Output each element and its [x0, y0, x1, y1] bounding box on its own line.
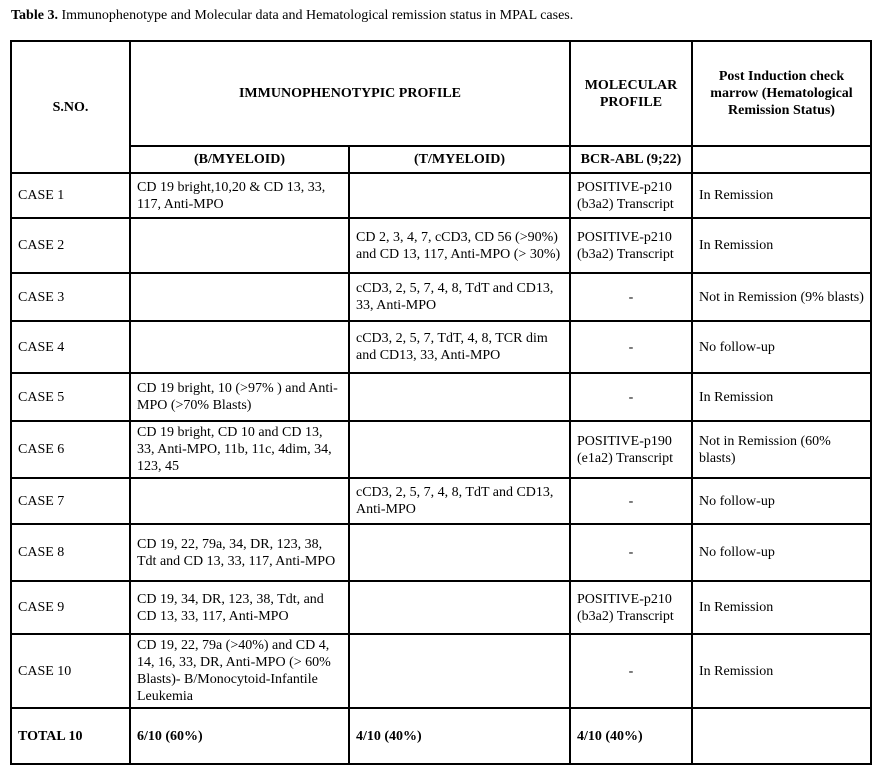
header-immuno: IMMUNOPHENOTYPIC PROFILE: [130, 41, 570, 146]
molecular-cell: -: [570, 273, 692, 321]
table-row: [11, 634, 871, 708]
table-row: [11, 581, 871, 634]
b-myeloid-cell: CD 19, 34, DR, 123, 38, Tdt, and CD 13, 33, 117, Anti-MPO: [130, 581, 349, 634]
table-row: [11, 524, 871, 581]
b-myeloid-cell: [130, 321, 349, 373]
header-molecular: MOLECULAR PROFILE: [570, 41, 692, 146]
total-b: 6/10 (60%): [130, 708, 349, 764]
molecular-cell: -: [570, 321, 692, 373]
b-myeloid-cell: CD 19 bright, 10 (>97% ) and Anti-MPO (>70% Blasts): [130, 373, 349, 421]
molecular-cell: -: [570, 524, 692, 581]
remission-cell: No follow-up: [692, 524, 871, 581]
table-row: [11, 478, 871, 524]
t-myeloid-cell: cCD3, 2, 5, 7, TdT, 4, 8, TCR dim and CD13, 33, Anti-MPO: [349, 321, 570, 373]
header-bcr-abl: BCR-ABL (9;22): [570, 146, 692, 173]
total-mol: 4/10 (40%): [570, 708, 692, 764]
header-b-myeloid: (B/MYELOID): [130, 146, 349, 173]
table-row: [11, 173, 871, 218]
t-myeloid-cell: [349, 524, 570, 581]
molecular-cell: POSITIVE-p210 (b3a2) Transcript: [570, 173, 692, 218]
total-label: TOTAL 10: [11, 708, 130, 764]
b-myeloid-cell: CD 19 bright,10,20 & CD 13, 33, 117, Anti-MPO: [130, 173, 349, 218]
header-remission-sub: [692, 146, 871, 173]
remission-cell: No follow-up: [692, 478, 871, 524]
case-cell: CASE 6: [11, 421, 130, 478]
b-myeloid-cell: [130, 478, 349, 524]
case-cell: CASE 8: [11, 524, 130, 581]
t-myeloid-cell: [349, 421, 570, 478]
molecular-cell: POSITIVE-p210 (b3a2) Transcript: [570, 581, 692, 634]
b-myeloid-cell: [130, 218, 349, 273]
table-row: [11, 321, 871, 373]
molecular-cell: -: [570, 373, 692, 421]
t-myeloid-cell: CD 2, 3, 4, 7, cCD3, CD 56 (>90%) and CD 13, 117, Anti-MPO (> 30%): [349, 218, 570, 273]
table-row: [11, 373, 871, 421]
case-cell: CASE 5: [11, 373, 130, 421]
total-rem: [692, 708, 871, 764]
case-cell: CASE 4: [11, 321, 130, 373]
table-row: [11, 273, 871, 321]
total-t: 4/10 (40%): [349, 708, 570, 764]
b-myeloid-cell: CD 19, 22, 79a (>40%) and CD 4, 14, 16, 33, DR, Anti-MPO (> 60% Blasts)- B/Monocytoid-Infantile Leukemia: [130, 634, 349, 708]
header-sno: S.NO.: [11, 41, 130, 173]
mpal-table: [10, 40, 872, 765]
molecular-cell: POSITIVE-p210 (b3a2) Transcript: [570, 218, 692, 273]
total-row: [11, 708, 871, 764]
remission-cell: In Remission: [692, 373, 871, 421]
t-myeloid-cell: [349, 373, 570, 421]
b-myeloid-cell: CD 19 bright, CD 10 and CD 13, 33, Anti-MPO, 11b, 11c, 4dim, 34, 123, 45: [130, 421, 349, 478]
case-cell: CASE 1: [11, 173, 130, 218]
t-myeloid-cell: [349, 173, 570, 218]
remission-cell: Not in Remission (60% blasts): [692, 421, 871, 478]
t-myeloid-cell: cCD3, 2, 5, 7, 4, 8, TdT and CD13, Anti-MPO: [349, 478, 570, 524]
remission-cell: Not in Remission (9% blasts): [692, 273, 871, 321]
b-myeloid-cell: [130, 273, 349, 321]
table-row: [11, 421, 871, 478]
table-caption: [11, 8, 573, 24]
molecular-cell: -: [570, 634, 692, 708]
case-cell: CASE 2: [11, 218, 130, 273]
remission-cell: In Remission: [692, 173, 871, 218]
remission-cell: In Remission: [692, 581, 871, 634]
table-row: [11, 218, 871, 273]
case-cell: CASE 10: [11, 634, 130, 708]
caption-label: Table 3.: [11, 8, 58, 23]
caption-text: Immunophenotype and Molecular data and Hematological remission status in MPAL cases.: [57, 8, 574, 23]
molecular-cell: -: [570, 478, 692, 524]
b-myeloid-cell: CD 19, 22, 79a, 34, DR, 123, 38, Tdt and CD 13, 33, 117, Anti-MPO: [130, 524, 349, 581]
case-cell: CASE 9: [11, 581, 130, 634]
remission-cell: No follow-up: [692, 321, 871, 373]
t-myeloid-cell: [349, 634, 570, 708]
molecular-cell: POSITIVE-p190 (e1a2) Transcript: [570, 421, 692, 478]
case-cell: CASE 3: [11, 273, 130, 321]
header-t-myeloid: (T/MYELOID): [349, 146, 570, 173]
remission-cell: In Remission: [692, 218, 871, 273]
t-myeloid-cell: [349, 581, 570, 634]
t-myeloid-cell: cCD3, 2, 5, 7, 4, 8, TdT and CD13, 33, Anti-MPO: [349, 273, 570, 321]
header-remission: Post Induction check marrow (Hematological Remission Status): [692, 41, 871, 146]
case-cell: CASE 7: [11, 478, 130, 524]
remission-cell: In Remission: [692, 634, 871, 708]
